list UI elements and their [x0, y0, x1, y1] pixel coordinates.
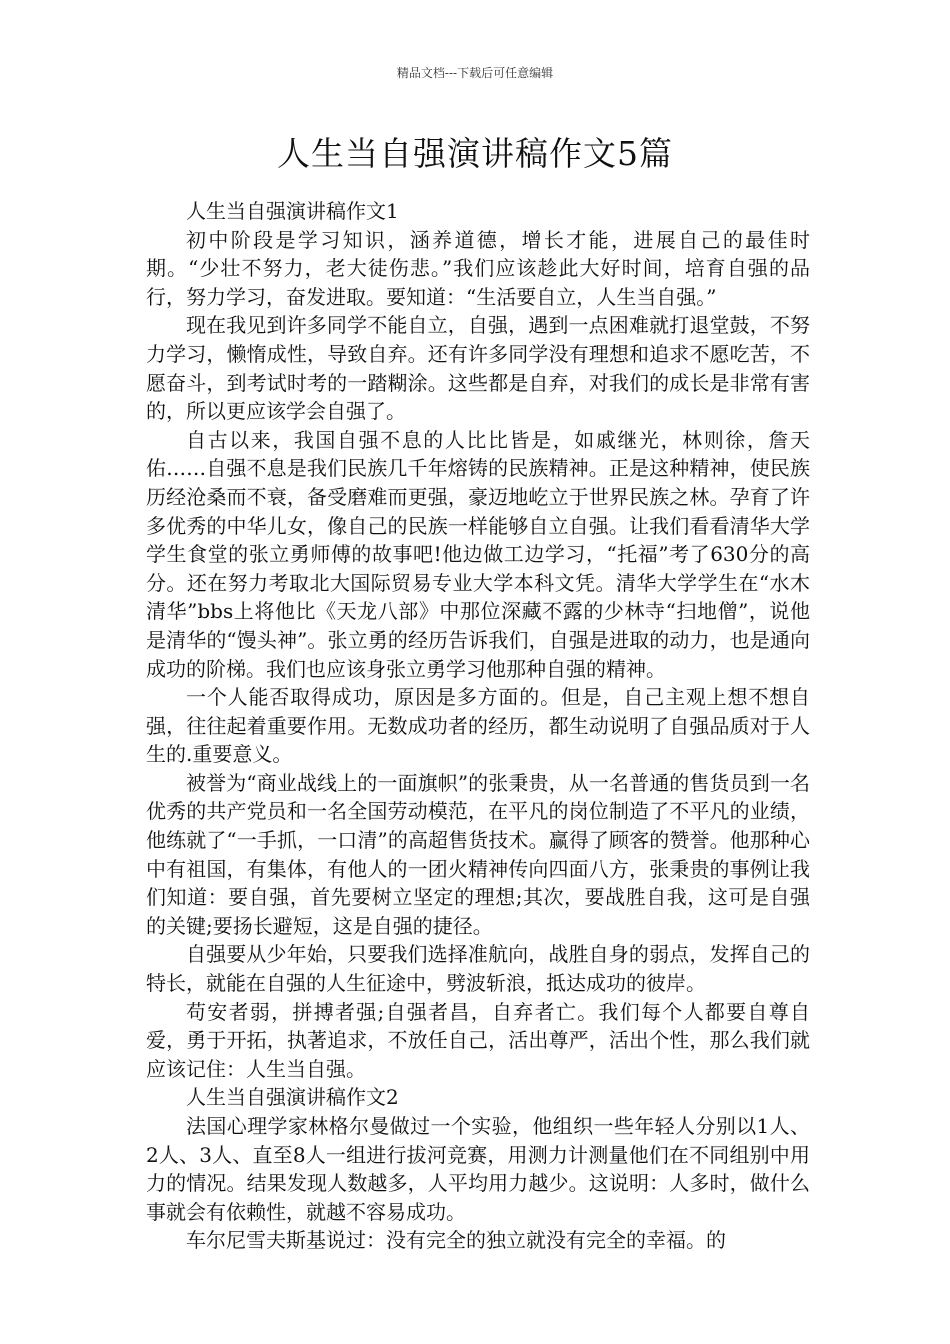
document-header-note: 精品文档---下载后可任意编辑 — [396, 66, 554, 80]
paragraph: 车尔尼雪夫斯基说过：没有完全的独立就没有完全的幸福。的 — [186, 1228, 726, 1253]
paragraph: 法国心理学家林格尔曼做过一个实验，他组织一些年轻人分别以1人、2人、3人、直至8人一组进行拔河竞赛，用测力计测量他们在不同组别中用力的情况。结果发现人数越多，人平均用力越少。这说明：人多时，做什么事就会有依赖性，就越不容易成功。 — [146, 1114, 810, 1224]
paragraph: 一个人能否取得成功，原因是多方面的。但是，自己主观上想不想自强，往往起着重要作用。无数成功者的经历，都生动说明了自强品质对于人生的.重要意义。 — [146, 685, 810, 767]
paragraph: 被誉为“商业战线上的一面旗帜”的张秉贵，从一名普通的售货员到一名优秀的共产党员和一名全国劳动模范，在平凡的岗位制造了不平凡的业绩，他练就了“一手抓，一口清”的高超售货技术。赢得了顾客的赞誉。他那种心中有祖国，有集体，有他人的一团火精神传向四面八方，张秉贵的事例让我们知道：要自强，首先要树立坚定的理想;其次，要战胜自我，这可是自强的关键;要扬长避短，这是自强的捷径。 — [146, 770, 810, 938]
paragraph: 苟安者弱，拼搏者强;自强者昌，自弃者亡。我们每个人都要自尊自爱，勇于开拓，执著追求，不放任自己，活出尊严，活出个性，那么我们就应该记住：人生当自强。 — [146, 999, 810, 1081]
paragraph: 自古以来，我国自强不息的人比比皆是，如戚继光，林则徐，詹天佑……自强不息是我们民族几千年熔铸的民族精神。正是这种精神，使民族历经沧桑而不衰，备受磨难而更强，豪迈地屹立于世界民族之林。孕育了许多优秀的中华儿女，像自己的民族一样能够自立自强。让我们看看清华大学学生食堂的张立勇师傅的故事吧!他边做工边学习，“托福”考了630分的高分。还在努力考取北大国际贸易专业大学本科文凭。清华大学学生在“水木清华”bbs上将他比《天龙八部》中那位深藏不露的少林寺“扫地僧”，说他是清华的“馒头神”。张立勇的经历告诉我们，自强是进取的动力，也是通向成功的阶梯。我们也应该身张立勇学习他那种自强的精神。 — [146, 427, 810, 681]
paragraph: 自强要从少年始，只要我们选择准航向，战胜自身的弱点，发挥自己的特长，就能在自强的人生征途中，劈波斩浪，抵达成功的彼岸。 — [146, 942, 810, 996]
document-title: 人生当自强演讲稿作文5篇 — [277, 134, 673, 173]
document-body — [146, 197, 810, 1255]
paragraph: 初中阶段是学习知识，涵养道德，增长才能，进展自己的最佳时期。“少壮不努力，老大徒伤悲。”我们应该趁此大好时间，培育自强的品行，努力学习，奋发进取。要知道：“生活要自立，人生当自强。” — [146, 227, 810, 309]
section-heading-2: 人生当自强演讲稿作文2 — [186, 1085, 399, 1110]
paragraph: 现在我见到许多同学不能自立，自强，遇到一点困难就打退堂鼓，不努力学习，懒惰成性，导致自弃。还有许多同学没有理想和追求不愿吃苦，不愿奋斗，到考试时考的一踏糊涂。这些都是自弃，对我们的成长是非常有害的，所以更应该学会自强了。 — [146, 313, 810, 424]
section-heading-1: 人生当自强演讲稿作文1 — [186, 199, 399, 223]
